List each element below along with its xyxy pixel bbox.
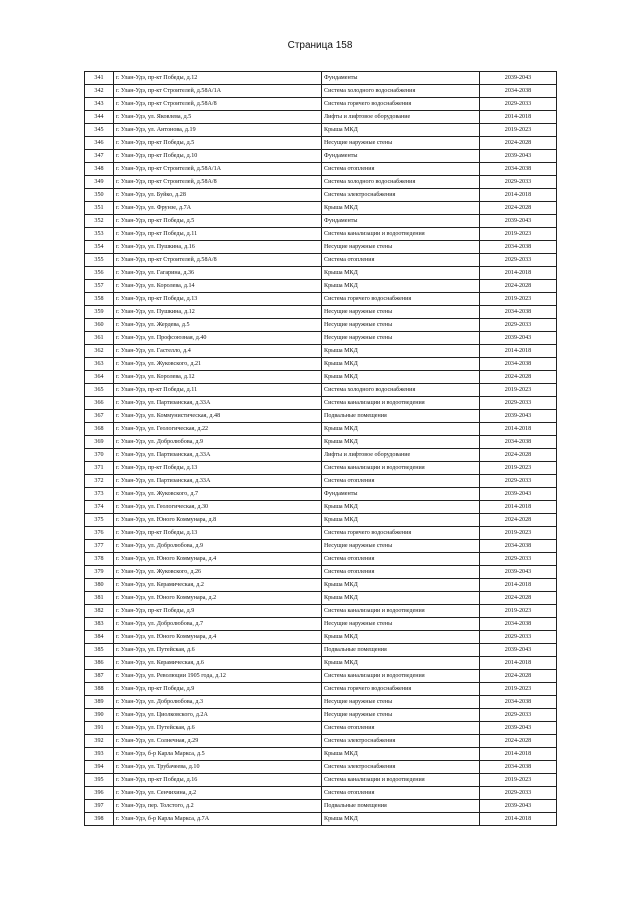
address-cell: г. Улан-Удэ, ул. Юного Коммунара, д.4	[114, 631, 322, 644]
address-cell: г. Улан-Удэ, ул. Королева, д.12	[114, 371, 322, 384]
address-cell: г. Улан-Удэ, ул. Фрунзе, д.7А	[114, 202, 322, 215]
table-row	[85, 332, 557, 345]
work-type-cell: Система электроснабжения	[322, 189, 480, 202]
address-cell: г. Улан-Удэ, пр-кт Строителей, д.58А/8	[114, 98, 322, 111]
period-cell: 2014-2018	[480, 501, 557, 514]
period-cell: 2034-2038	[480, 761, 557, 774]
address-cell: г. Улан-Удэ, ул. Добролюбова, д.3	[114, 696, 322, 709]
row-number: 341	[85, 72, 114, 85]
table-row	[85, 670, 557, 683]
work-type-cell: Подвальные помещения	[322, 800, 480, 813]
period-cell: 2029-2033	[480, 475, 557, 488]
period-cell: 2039-2043	[480, 488, 557, 501]
row-number: 398	[85, 813, 114, 826]
period-cell: 2024-2028	[480, 202, 557, 215]
row-number: 362	[85, 345, 114, 358]
period-cell: 2024-2028	[480, 280, 557, 293]
period-cell: 2029-2033	[480, 176, 557, 189]
row-number: 388	[85, 683, 114, 696]
row-number: 380	[85, 579, 114, 592]
period-cell: 2014-2018	[480, 423, 557, 436]
table-row	[85, 150, 557, 163]
row-number: 344	[85, 111, 114, 124]
work-type-cell: Подвальные помещения	[322, 410, 480, 423]
work-type-cell: Система канализации и водоотведения	[322, 462, 480, 475]
row-number: 375	[85, 514, 114, 527]
period-cell: 2014-2018	[480, 657, 557, 670]
address-cell: г. Улан-Удэ, б-р Карла Маркса, д.5	[114, 748, 322, 761]
work-type-cell: Крыша МКД	[322, 631, 480, 644]
table-row	[85, 384, 557, 397]
period-cell: 2039-2043	[480, 150, 557, 163]
work-type-cell: Несущие наружные стены	[322, 696, 480, 709]
period-cell: 2014-2018	[480, 579, 557, 592]
table-row	[85, 72, 557, 85]
period-cell: 2019-2023	[480, 228, 557, 241]
period-cell: 2024-2028	[480, 449, 557, 462]
table-row	[85, 241, 557, 254]
row-number: 379	[85, 566, 114, 579]
row-number: 387	[85, 670, 114, 683]
row-number: 373	[85, 488, 114, 501]
work-type-cell: Система горячего водоснабжения	[322, 293, 480, 306]
work-type-cell: Несущие наружные стены	[322, 540, 480, 553]
period-cell: 2039-2043	[480, 566, 557, 579]
address-cell: г. Улан-Удэ, ул. Добролюбова, д.9	[114, 436, 322, 449]
row-number: 385	[85, 644, 114, 657]
row-number: 369	[85, 436, 114, 449]
row-number: 350	[85, 189, 114, 202]
address-cell: г. Улан-Удэ, пр-кт Победы, д.10	[114, 150, 322, 163]
period-cell: 2039-2043	[480, 722, 557, 735]
table-row	[85, 488, 557, 501]
table-row	[85, 631, 557, 644]
row-number: 389	[85, 696, 114, 709]
work-type-cell: Несущие наружные стены	[322, 137, 480, 150]
row-number: 391	[85, 722, 114, 735]
row-number: 392	[85, 735, 114, 748]
row-number: 363	[85, 358, 114, 371]
period-cell: 2029-2033	[480, 787, 557, 800]
work-type-cell: Крыша МКД	[322, 345, 480, 358]
row-number: 384	[85, 631, 114, 644]
work-type-cell: Система электроснабжения	[322, 761, 480, 774]
table-body	[85, 72, 557, 826]
address-cell: г. Улан-Удэ, пр-кт Победы, д.12	[114, 72, 322, 85]
address-cell: г. Улан-Удэ, ул. Юного Коммунара, д.2	[114, 592, 322, 605]
row-number: 345	[85, 124, 114, 137]
address-cell: г. Улан-Удэ, ул. Сенчихина, д.2	[114, 787, 322, 800]
period-cell: 2024-2028	[480, 514, 557, 527]
row-number: 382	[85, 605, 114, 618]
address-cell: г. Улан-Удэ, ул. Жуковского, д.21	[114, 358, 322, 371]
table-row	[85, 254, 557, 267]
table-row	[85, 787, 557, 800]
table-row	[85, 410, 557, 423]
table-row	[85, 319, 557, 332]
table-row	[85, 774, 557, 787]
work-type-cell: Крыша МКД	[322, 358, 480, 371]
table-row	[85, 202, 557, 215]
period-cell: 2019-2023	[480, 605, 557, 618]
address-cell: г. Улан-Удэ, ул. Гагарина, д.36	[114, 267, 322, 280]
table-row	[85, 293, 557, 306]
table-row	[85, 644, 557, 657]
work-type-cell: Лифты и лифтовое оборудование	[322, 111, 480, 124]
repair-schedule-table	[84, 71, 557, 826]
row-number: 342	[85, 85, 114, 98]
address-cell: г. Улан-Удэ, пр-кт Победы, д.5	[114, 137, 322, 150]
work-type-cell: Несущие наружные стены	[322, 709, 480, 722]
period-cell: 2014-2018	[480, 267, 557, 280]
table-row	[85, 553, 557, 566]
row-number: 386	[85, 657, 114, 670]
work-type-cell: Система горячего водоснабжения	[322, 683, 480, 696]
table-row	[85, 163, 557, 176]
period-cell: 2014-2018	[480, 813, 557, 826]
row-number: 396	[85, 787, 114, 800]
period-cell: 2034-2038	[480, 241, 557, 254]
work-type-cell: Подвальные помещения	[322, 644, 480, 657]
address-cell: г. Улан-Удэ, пр-кт Строителей, д.58А/1А	[114, 85, 322, 98]
address-cell: г. Улан-Удэ, ул. Яковлева, д.5	[114, 111, 322, 124]
address-cell: г. Улан-Удэ, ул. Керамическая, д.2	[114, 579, 322, 592]
table-row	[85, 358, 557, 371]
address-cell: г. Улан-Удэ, ул. Трубачеева, д.10	[114, 761, 322, 774]
work-type-cell: Система канализации и водоотведения	[322, 228, 480, 241]
address-cell: г. Улан-Удэ, пр-кт Победы, д.11	[114, 228, 322, 241]
table-row	[85, 683, 557, 696]
address-cell: г. Улан-Удэ, пер. Толстого, д.2	[114, 800, 322, 813]
table-row	[85, 436, 557, 449]
row-number: 371	[85, 462, 114, 475]
work-type-cell: Крыша МКД	[322, 514, 480, 527]
work-type-cell: Система холодного водоснабжения	[322, 85, 480, 98]
period-cell: 2014-2018	[480, 345, 557, 358]
address-cell: г. Улан-Удэ, пр-кт Победы, д.16	[114, 774, 322, 787]
period-cell: 2019-2023	[480, 462, 557, 475]
address-cell: г. Улан-Удэ, ул. Добролюбова, д.7	[114, 618, 322, 631]
address-cell: г. Улан-Удэ, ул. Партизанская, д.33А	[114, 475, 322, 488]
row-number: 378	[85, 553, 114, 566]
row-number: 372	[85, 475, 114, 488]
address-cell: г. Улан-Удэ, ул. Путейская, д.6	[114, 644, 322, 657]
period-cell: 2024-2028	[480, 371, 557, 384]
table-row	[85, 306, 557, 319]
row-number: 394	[85, 761, 114, 774]
period-cell: 2024-2028	[480, 670, 557, 683]
address-cell: г. Улан-Удэ, ул. Профсоюзная, д.40	[114, 332, 322, 345]
address-cell: г. Улан-Удэ, ул. Королева, д.14	[114, 280, 322, 293]
work-type-cell: Фундаменты	[322, 488, 480, 501]
work-type-cell: Несущие наружные стены	[322, 306, 480, 319]
address-cell: г. Улан-Удэ, ул. Геологическая, д.30	[114, 501, 322, 514]
address-cell: г. Улан-Удэ, ул. Геологическая, д.22	[114, 423, 322, 436]
work-type-cell: Крыша МКД	[322, 748, 480, 761]
table-row	[85, 462, 557, 475]
address-cell: г. Улан-Удэ, пр-кт Строителей, д.58А/1А	[114, 163, 322, 176]
row-number: 370	[85, 449, 114, 462]
address-cell: г. Улан-Удэ, ул. Пушкина, д.12	[114, 306, 322, 319]
table-row	[85, 709, 557, 722]
period-cell: 2039-2043	[480, 72, 557, 85]
row-number: 374	[85, 501, 114, 514]
address-cell: г. Улан-Удэ, ул. Жуковского, д.26	[114, 566, 322, 579]
work-type-cell: Система отопления	[322, 475, 480, 488]
period-cell: 2019-2023	[480, 293, 557, 306]
table-row	[85, 813, 557, 826]
row-number: 390	[85, 709, 114, 722]
period-cell: 2034-2038	[480, 696, 557, 709]
table-row	[85, 345, 557, 358]
work-type-cell: Система канализации и водоотведения	[322, 605, 480, 618]
period-cell: 2034-2038	[480, 163, 557, 176]
address-cell: г. Улан-Удэ, ул. Жердева, д.5	[114, 319, 322, 332]
table-row	[85, 423, 557, 436]
row-number: 365	[85, 384, 114, 397]
table-row	[85, 748, 557, 761]
period-cell: 2029-2033	[480, 254, 557, 267]
table-row	[85, 800, 557, 813]
work-type-cell: Фундаменты	[322, 72, 480, 85]
row-number: 376	[85, 527, 114, 540]
address-cell: г. Улан-Удэ, ул. Антонова, д.19	[114, 124, 322, 137]
address-cell: г. Улан-Удэ, ул. Жуковского, д.7	[114, 488, 322, 501]
address-cell: г. Улан-Удэ, ул. Коммунистическая, д.48	[114, 410, 322, 423]
work-type-cell: Крыша МКД	[322, 124, 480, 137]
work-type-cell: Система горячего водоснабжения	[322, 98, 480, 111]
period-cell: 2034-2038	[480, 618, 557, 631]
table-row	[85, 696, 557, 709]
work-type-cell: Система отопления	[322, 163, 480, 176]
period-cell: 2034-2038	[480, 85, 557, 98]
period-cell: 2019-2023	[480, 683, 557, 696]
row-number: 377	[85, 540, 114, 553]
row-number: 393	[85, 748, 114, 761]
address-cell: г. Улан-Удэ, ул. Гастелло, д.4	[114, 345, 322, 358]
row-number: 355	[85, 254, 114, 267]
table-row	[85, 280, 557, 293]
work-type-cell: Система электроснабжения	[322, 735, 480, 748]
work-type-cell: Система отопления	[322, 254, 480, 267]
period-cell: 2034-2038	[480, 306, 557, 319]
work-type-cell: Система канализации и водоотведения	[322, 397, 480, 410]
address-cell: г. Улан-Удэ, ул. Керамическая, д.6	[114, 657, 322, 670]
address-cell: г. Улан-Удэ, ул. Партизанская, д.33А	[114, 449, 322, 462]
work-type-cell: Крыша МКД	[322, 501, 480, 514]
address-cell: г. Улан-Удэ, ул. Солнечная, д.29	[114, 735, 322, 748]
work-type-cell: Крыша МКД	[322, 592, 480, 605]
period-cell: 2039-2043	[480, 215, 557, 228]
table-row	[85, 592, 557, 605]
work-type-cell: Крыша МКД	[322, 436, 480, 449]
address-cell: г. Улан-Удэ, ул. Революции 1905 года, д.12	[114, 670, 322, 683]
table-row	[85, 540, 557, 553]
row-number: 366	[85, 397, 114, 410]
row-number: 347	[85, 150, 114, 163]
table-row	[85, 722, 557, 735]
period-cell: 2039-2043	[480, 800, 557, 813]
period-cell: 2014-2018	[480, 189, 557, 202]
table-row	[85, 397, 557, 410]
table-row	[85, 267, 557, 280]
period-cell: 2029-2033	[480, 98, 557, 111]
address-cell: г. Улан-Удэ, ул. Буйко, д.28	[114, 189, 322, 202]
period-cell: 2034-2038	[480, 436, 557, 449]
work-type-cell: Система отопления	[322, 553, 480, 566]
table-row	[85, 618, 557, 631]
work-type-cell: Крыша МКД	[322, 813, 480, 826]
table-row	[85, 98, 557, 111]
table-row	[85, 111, 557, 124]
address-cell: г. Улан-Удэ, ул. Юного Коммунара, д.8	[114, 514, 322, 527]
address-cell: г. Улан-Удэ, пр-кт Строителей, д.58А/8	[114, 176, 322, 189]
address-cell: г. Улан-Удэ, ул. Юного Коммунара, д.4	[114, 553, 322, 566]
period-cell: 2029-2033	[480, 553, 557, 566]
period-cell: 2024-2028	[480, 137, 557, 150]
work-type-cell: Система отопления	[322, 722, 480, 735]
work-type-cell: Крыша МКД	[322, 280, 480, 293]
work-type-cell: Крыша МКД	[322, 657, 480, 670]
work-type-cell: Фундаменты	[322, 150, 480, 163]
table-row	[85, 605, 557, 618]
work-type-cell: Крыша МКД	[322, 371, 480, 384]
period-cell: 2039-2043	[480, 332, 557, 345]
work-type-cell: Система холодного водоснабжения	[322, 384, 480, 397]
address-cell: г. Улан-Удэ, б-р Карла Маркса, д.7А	[114, 813, 322, 826]
row-number: 354	[85, 241, 114, 254]
work-type-cell: Несущие наружные стены	[322, 618, 480, 631]
period-cell: 2019-2023	[480, 384, 557, 397]
period-cell: 2019-2023	[480, 124, 557, 137]
row-number: 357	[85, 280, 114, 293]
table-row	[85, 514, 557, 527]
row-number: 356	[85, 267, 114, 280]
row-number: 364	[85, 371, 114, 384]
period-cell: 2029-2033	[480, 709, 557, 722]
row-number: 367	[85, 410, 114, 423]
work-type-cell: Крыша МКД	[322, 423, 480, 436]
table-row	[85, 85, 557, 98]
work-type-cell: Система отопления	[322, 787, 480, 800]
table-row	[85, 189, 557, 202]
address-cell: г. Улан-Удэ, пр-кт Победы, д.13	[114, 293, 322, 306]
work-type-cell: Крыша МКД	[322, 267, 480, 280]
row-number: 343	[85, 98, 114, 111]
address-cell: г. Улан-Удэ, ул. Добролюбова, д.9	[114, 540, 322, 553]
work-type-cell: Крыша МКД	[322, 579, 480, 592]
period-cell: 2029-2033	[480, 397, 557, 410]
period-cell: 2034-2038	[480, 358, 557, 371]
table-row	[85, 566, 557, 579]
period-cell: 2024-2028	[480, 735, 557, 748]
row-number: 383	[85, 618, 114, 631]
row-number: 353	[85, 228, 114, 241]
page-title: Страница 158	[287, 40, 353, 51]
work-type-cell: Система горячего водоснабжения	[322, 527, 480, 540]
address-cell: г. Улан-Удэ, пр-кт Строителей, д.58А/8	[114, 254, 322, 267]
work-type-cell: Фундаменты	[322, 215, 480, 228]
table-row	[85, 501, 557, 514]
work-type-cell: Система отопления	[322, 566, 480, 579]
row-number: 359	[85, 306, 114, 319]
table-row	[85, 176, 557, 189]
table-row	[85, 228, 557, 241]
row-number: 352	[85, 215, 114, 228]
row-number: 397	[85, 800, 114, 813]
address-cell: г. Улан-Удэ, пр-кт Победы, д.9	[114, 605, 322, 618]
row-number: 381	[85, 592, 114, 605]
period-cell: 2029-2033	[480, 319, 557, 332]
period-cell: 2019-2023	[480, 774, 557, 787]
table-row	[85, 475, 557, 488]
row-number: 348	[85, 163, 114, 176]
address-cell: г. Улан-Удэ, ул. Партизанская, д.33А	[114, 397, 322, 410]
row-number: 358	[85, 293, 114, 306]
table-row	[85, 761, 557, 774]
address-cell: г. Улан-Удэ, пр-кт Победы, д.11	[114, 384, 322, 397]
period-cell: 2019-2023	[480, 527, 557, 540]
row-number: 349	[85, 176, 114, 189]
table-row	[85, 579, 557, 592]
period-cell: 2039-2043	[480, 410, 557, 423]
row-number: 351	[85, 202, 114, 215]
table-row	[85, 215, 557, 228]
address-cell: г. Улан-Удэ, пр-кт Победы, д.5	[114, 215, 322, 228]
work-type-cell: Несущие наружные стены	[322, 332, 480, 345]
table-row	[85, 527, 557, 540]
table-row	[85, 735, 557, 748]
table-row	[85, 137, 557, 150]
table-row	[85, 124, 557, 137]
period-cell: 2034-2038	[480, 540, 557, 553]
work-type-cell: Лифты и лифтовое оборудование	[322, 449, 480, 462]
period-cell: 2029-2033	[480, 631, 557, 644]
table-row	[85, 371, 557, 384]
address-cell: г. Улан-Удэ, ул. Путейская, д.6	[114, 722, 322, 735]
period-cell: 2014-2018	[480, 748, 557, 761]
row-number: 395	[85, 774, 114, 787]
period-cell: 2014-2018	[480, 111, 557, 124]
address-cell: г. Улан-Удэ, ул. Пушкина, д.16	[114, 241, 322, 254]
work-type-cell: Система канализации и водоотведения	[322, 774, 480, 787]
period-cell: 2039-2043	[480, 644, 557, 657]
work-type-cell: Система холодного водоснабжения	[322, 176, 480, 189]
table-row	[85, 449, 557, 462]
work-type-cell: Несущие наружные стены	[322, 241, 480, 254]
address-cell: г. Улан-Удэ, ул. Циолковского, д.2А	[114, 709, 322, 722]
row-number: 360	[85, 319, 114, 332]
row-number: 361	[85, 332, 114, 345]
table-row	[85, 657, 557, 670]
period-cell: 2024-2028	[480, 592, 557, 605]
address-cell: г. Улан-Удэ, пр-кт Победы, д.9	[114, 683, 322, 696]
row-number: 368	[85, 423, 114, 436]
work-type-cell: Система канализации и водоотведения	[322, 670, 480, 683]
work-type-cell: Крыша МКД	[322, 202, 480, 215]
work-type-cell: Несущие наружные стены	[322, 319, 480, 332]
address-cell: г. Улан-Удэ, пр-кт Победы, д.13	[114, 462, 322, 475]
row-number: 346	[85, 137, 114, 150]
address-cell: г. Улан-Удэ, пр-кт Победы, д.13	[114, 527, 322, 540]
